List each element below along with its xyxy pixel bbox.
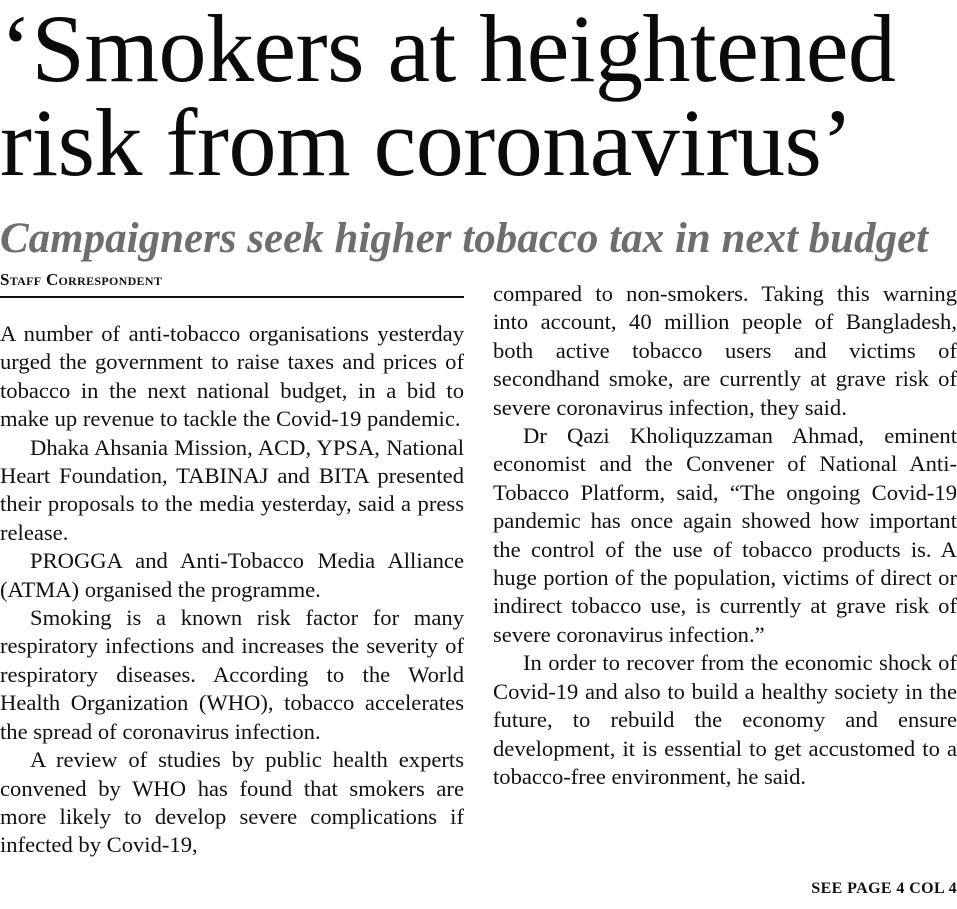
paragraph: PROGGA and Anti-Tobacco Media Alliance (ATMA) organised the programme.	[0, 548, 464, 602]
jump-line: SEE PAGE 4 COL 4	[811, 880, 957, 897]
article-column-left	[0, 320, 464, 860]
headline	[0, 0, 957, 196]
paragraph: A review of studies by public health experts convened by WHO has found that smokers are more likely to develop severe complications if infected by Covid-19,	[0, 747, 464, 858]
paragraph: A number of anti-tobacco organisations yesterday urged the government to raise taxes and prices of tobacco in the next national budget, in a bid to make up revenue to tackle the Covid-19 pandemic.	[0, 321, 464, 432]
paragraph: Smoking is a known risk factor for many respiratory infections and increases the severity of respiratory diseases. According to the World Health Organization (WHO), tobacco accelerates the spread of coronavirus infection.	[0, 605, 464, 744]
subheadline: Campaigners seek higher tobacco tax in next budget	[0, 215, 929, 262]
paragraph: In order to recover from the economic shock of Covid-19 and also to build a healthy society in the future, to rebuild the economy and ensure development, it is essential to get accustomed to a tobacco-free environment, he said.	[493, 650, 957, 789]
paragraph: Dhaka Ahsania Mission, ACD, YPSA, National Heart Foundation, TABINAJ and BITA presented their proposals to the media yesterday, said a press release.	[0, 434, 464, 545]
paragraph: Dr Qazi Kholiquzzaman Ahmad, eminent economist and the Convener of National Anti-Tobacco Platform, said, “The ongoing Covid-19 pandemic has once again showed how important the control of the use of tobacco products is. A huge portion of the population, victims of direct or indirect tobacco use, is currently at grave risk of severe coronavirus infection.”	[493, 423, 957, 647]
article-column-right	[493, 280, 957, 791]
byline: Staff Correspondent	[0, 270, 464, 298]
headline-line-2: risk from coronavirus’	[0, 89, 853, 196]
paragraph: compared to non-smokers. Taking this warning into account, 40 million people of Bangladesh, both active tobacco users and victims of secondhand smoke, are currently at grave risk of severe coronavirus infection, they said.	[493, 281, 957, 420]
headline-line-1: ‘Smokers at heightened	[0, 0, 896, 102]
